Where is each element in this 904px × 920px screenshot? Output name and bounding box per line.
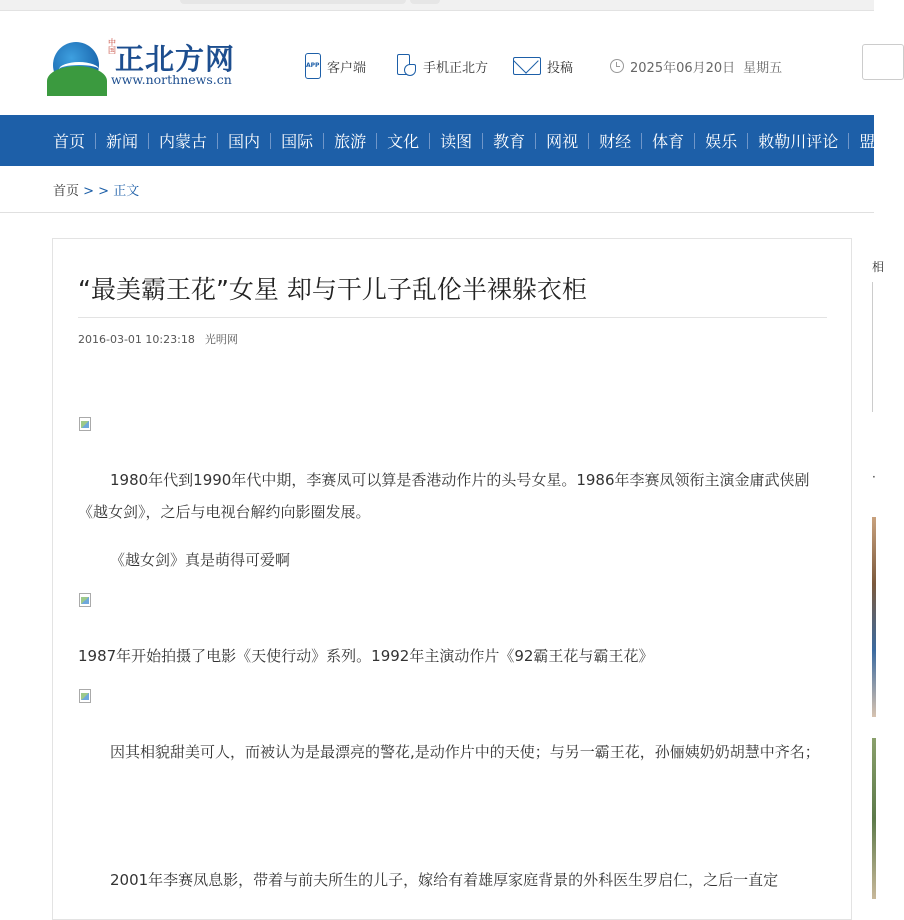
- breadcrumb-arrows: > >: [83, 184, 110, 199]
- client-link[interactable]: [305, 51, 366, 81]
- nav-separator: [95, 133, 96, 149]
- nav-item-label: 娱乐: [705, 132, 738, 151]
- breadcrumb: [53, 180, 139, 199]
- nav-item[interactable]: [525, 129, 578, 152]
- nav-item[interactable]: [138, 129, 207, 152]
- nav-item-label: 新闻: [106, 132, 139, 151]
- article-container: [52, 238, 852, 920]
- article-paragraph: 因其相貌甜美可人，而被认为是最漂亮的警花,是动作片中的天使；与另一霸王花，孙俪姨奶奶胡慧中齐名；: [110, 743, 820, 761]
- nav-item-label: 财经: [599, 132, 632, 151]
- browser-new-tab[interactable]: [410, 0, 440, 4]
- browser-top-strip: [0, 0, 874, 11]
- sidebar-thumbnail[interactable]: [872, 517, 876, 717]
- breadcrumb-home[interactable]: 首页: [53, 184, 80, 199]
- nav-item[interactable]: [684, 129, 737, 152]
- title-divider: [78, 317, 827, 318]
- nav-item[interactable]: [631, 129, 684, 152]
- nav-item[interactable]: [419, 129, 472, 152]
- mobile-phone-icon: [395, 54, 417, 78]
- mail-icon: [513, 57, 541, 75]
- nav-item-label: 国际: [281, 132, 314, 151]
- nav-item[interactable]: [737, 129, 838, 152]
- mobile-site-link[interactable]: [395, 51, 488, 81]
- nav-item-label: 内蒙古: [159, 132, 208, 151]
- nav-item-label: 盟: [859, 132, 876, 151]
- nav-item[interactable]: [472, 129, 525, 152]
- nav-item-label: 国内: [228, 132, 261, 151]
- nav-separator: [747, 133, 748, 149]
- date-text: 2025年06月20日: [630, 60, 736, 76]
- nav-separator: [535, 133, 536, 149]
- nav-item-label: 体育: [652, 132, 685, 151]
- nav-item-label: 网视: [546, 132, 579, 151]
- sidebar-list-fragment: ·: [872, 470, 876, 484]
- breadcrumb-current[interactable]: 正文: [113, 184, 140, 199]
- nav-item-label: 文化: [387, 132, 420, 151]
- sidebar-heading-fragment: 相: [872, 260, 885, 274]
- broken-image-icon: [78, 593, 94, 609]
- nav-separator: [270, 133, 271, 149]
- article-paragraph: 1980年代到1990年代中期，李赛凤可以算是香港动作片的头号女星。1986年李赛凤领衔主演金庸武侠剧《越女剑》，之后与电视台解约向影圈发展。: [78, 471, 810, 521]
- nav-separator: [848, 133, 849, 149]
- app-icon: APP: [305, 53, 321, 79]
- browser-tab[interactable]: [180, 0, 406, 4]
- article-paragraph: 《越女剑》真是萌得可爱啊: [110, 551, 291, 569]
- submit-link-label: 投稿: [547, 60, 574, 76]
- current-date: [610, 51, 782, 81]
- nav-item[interactable]: [260, 129, 313, 152]
- article-meta: [78, 331, 238, 347]
- client-link-label: 客户端: [327, 60, 367, 76]
- nav-item[interactable]: [838, 129, 875, 152]
- nav-item-label: 敕勒川评论: [758, 132, 839, 151]
- sidebar-box-edge: [872, 282, 877, 412]
- nav-item[interactable]: [53, 129, 85, 152]
- nav-item-label: 首页: [53, 132, 86, 151]
- weekday-text: 星期五: [743, 60, 783, 76]
- nav-item[interactable]: [85, 129, 138, 152]
- nav-separator: [323, 133, 324, 149]
- broken-image-icon: [78, 417, 94, 433]
- broken-image-icon: [78, 689, 94, 705]
- main-nav: [0, 115, 874, 166]
- site-logo[interactable]: [53, 39, 243, 91]
- sidebar-thumbnail[interactable]: [872, 738, 876, 899]
- article-title: “最美霸王花”女星 却与干儿子乱伦半裸躲衣柜: [78, 275, 587, 304]
- clock-icon: [610, 59, 624, 73]
- article-datetime: 2016-03-01 10:23:18: [78, 333, 195, 346]
- nav-separator: [641, 133, 642, 149]
- nav-item[interactable]: [313, 129, 366, 152]
- nav-separator: [694, 133, 695, 149]
- nav-item[interactable]: [366, 129, 419, 152]
- logo-title: 正北方网: [115, 42, 236, 76]
- submit-link[interactable]: [513, 51, 573, 81]
- nav-item-label: 读图: [440, 132, 473, 151]
- nav-separator: [588, 133, 589, 149]
- logo-china-mark: 中国: [108, 38, 116, 55]
- article-paragraph: 1987年开始拍摄了电影《天使行动》系列。1992年主演动作片《92霸王花与霸王花》: [78, 647, 654, 665]
- site-header: [0, 11, 874, 115]
- nav-separator: [376, 133, 377, 149]
- mobile-site-link-label: 手机正北方: [423, 60, 489, 76]
- nav-item[interactable]: [578, 129, 631, 152]
- article-source: 光明网: [204, 333, 238, 346]
- nav-item[interactable]: [207, 129, 260, 152]
- article-paragraph: 2001年李赛凤息影，带着与前夫所生的儿子，嫁给有着雄厚家庭背景的外科医生罗启仁，之后一直定: [110, 871, 779, 889]
- search-input[interactable]: [862, 44, 904, 80]
- nav-item-label: 教育: [493, 132, 526, 151]
- nav-separator: [482, 133, 483, 149]
- nav-item-label: 旅游: [334, 132, 367, 151]
- nav-separator: [429, 133, 430, 149]
- nav-separator: [217, 133, 218, 149]
- nav-separator: [148, 133, 149, 149]
- logo-url: www.northnews.cn: [111, 72, 232, 87]
- logo-emblem-icon: [53, 42, 99, 88]
- breadcrumb-divider: [0, 212, 874, 213]
